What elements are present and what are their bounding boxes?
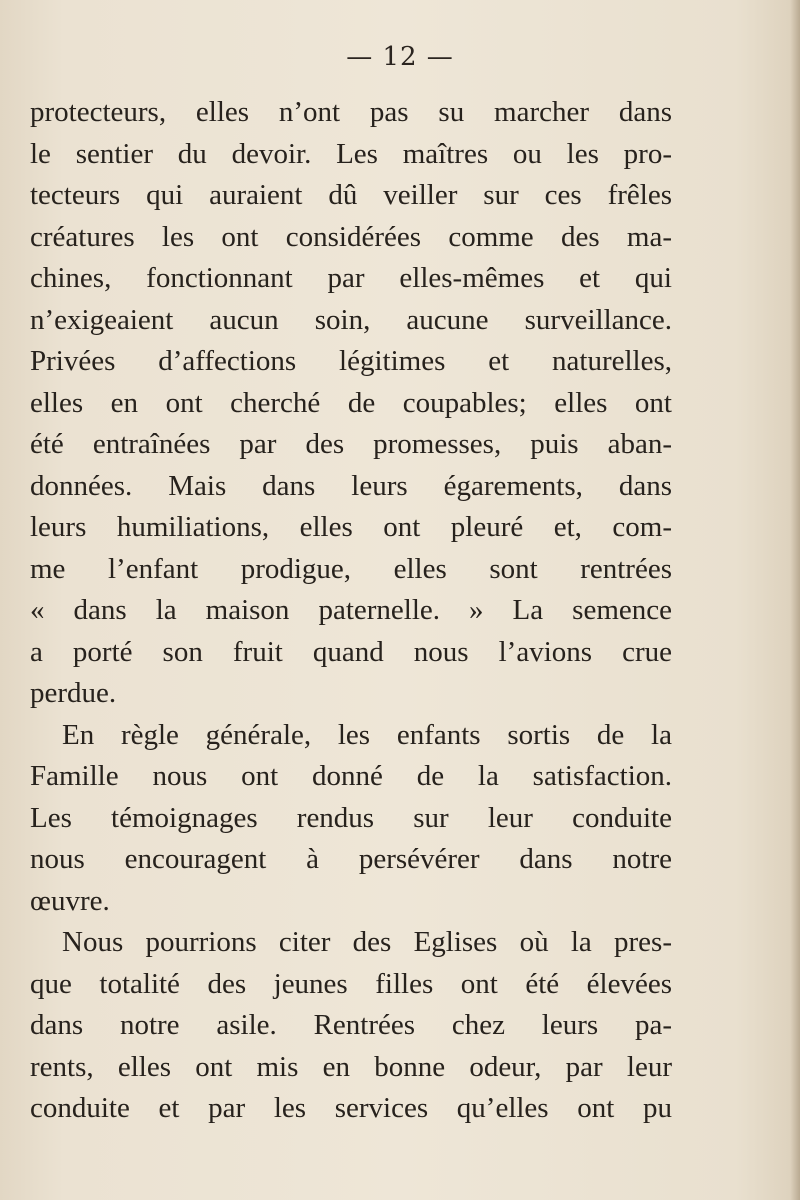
text-line: a porté son fruit quand nous l’avions crue: [30, 635, 672, 668]
text-line: En règle générale, les enfants sortis de la: [62, 718, 672, 751]
text-line: Les témoignages rendus sur leur conduite: [30, 801, 672, 834]
text-line: chines, fonctionnant par elles-mêmes et qui: [30, 262, 672, 294]
text-line: « dans la maison paternelle. » La semence: [30, 594, 672, 626]
text-line: données. Mais dans leurs égarements, dans: [30, 469, 672, 502]
text-line: perdue.: [30, 677, 117, 709]
page-number: — 12 —: [346, 42, 454, 72]
text-line: dans notre asile. Rentrées chez leurs pa-: [30, 1009, 672, 1041]
text-line: rents, elles ont mis en bonne odeur, par leur: [30, 1050, 672, 1083]
text-line: leurs humiliations, elles ont pleuré et, com-: [30, 511, 672, 543]
text-line: créatures les ont considérées comme des ma-: [30, 220, 672, 253]
body-text: [30, 92, 672, 1130]
paragraph-3: [30, 922, 672, 1130]
page-edge-shadow: [790, 0, 800, 1200]
text-line: œuvre.: [30, 884, 110, 917]
text-line: été entraînées par des promesses, puis aban-: [30, 428, 672, 460]
paragraph-2: [30, 715, 672, 923]
text-line: Nous pourrions citer des Eglises où la pres-: [62, 926, 672, 958]
text-line: elles en ont cherché de coupables; elles ont: [30, 386, 672, 419]
text-line: nous encouragent à persévérer dans notre: [30, 843, 672, 875]
text-line: conduite et par les services qu’elles ont pu: [30, 1092, 672, 1124]
text-line: me l’enfant prodigue, elles sont rentrées: [30, 552, 672, 585]
text-line: que totalité des jeunes filles ont été élevées: [30, 967, 672, 1000]
paragraph-1: [30, 92, 672, 715]
text-line: Famille nous ont donné de la satisfaction.: [30, 760, 672, 792]
text-line: le sentier du devoir. Les maîtres ou les pro-: [30, 137, 672, 170]
text-line: tecteurs qui auraient dû veiller sur ces frêles: [30, 179, 672, 211]
text-line: protecteurs, elles n’ont pas su marcher dans: [30, 96, 672, 128]
text-line: Privées d’affections légitimes et naturelles,: [30, 345, 672, 377]
text-line: n’exigeaient aucun soin, aucune surveillance.: [30, 303, 672, 336]
